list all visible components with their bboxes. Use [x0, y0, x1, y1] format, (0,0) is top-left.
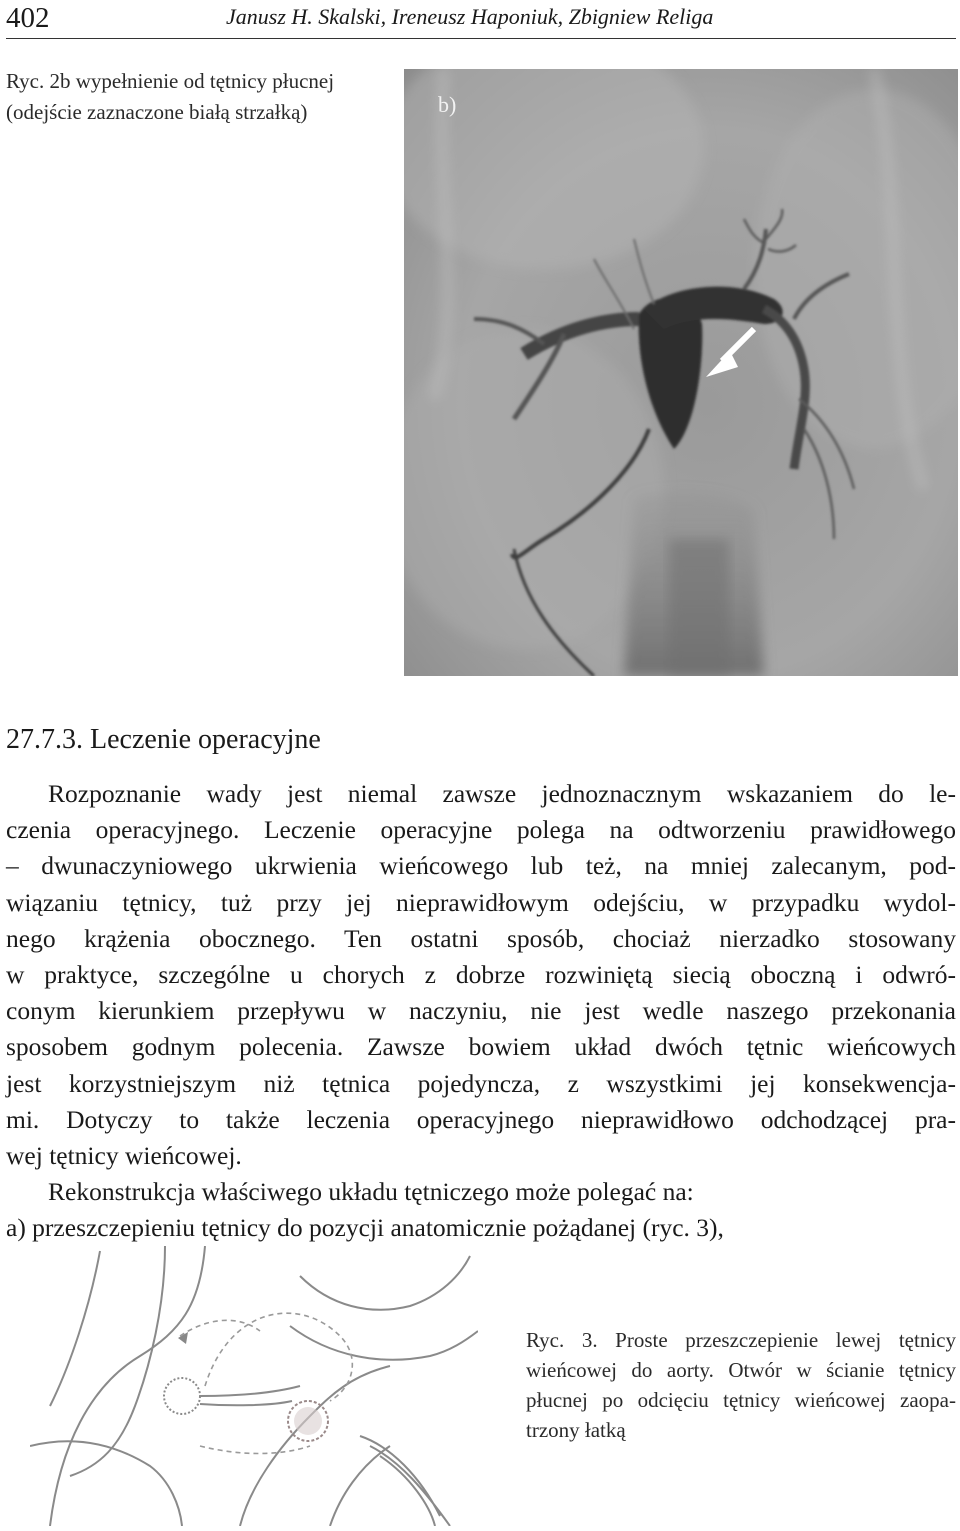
body-text [6, 776, 956, 1246]
figure-3-caption-line: trzony łatką [526, 1418, 626, 1442]
angiogram-image [404, 69, 958, 676]
angiogram-graphic [404, 69, 958, 676]
running-head-authors: Janusz H. Skalski, Ireneusz Haponiuk, Zbigniew Religa [226, 4, 714, 29]
body-line: wiązaniu tętnicy, tuż przy jej nieprawidłowym odejściu, w przypadku wydol- [6, 887, 956, 917]
pulmonary-patch-icon [288, 1401, 328, 1441]
figure-2b-caption [6, 66, 396, 128]
body-line: sposobem godnym polecenia. Zawsze bowiem układ dwóch tętnic wieńcowych [6, 1032, 956, 1062]
body-line: w praktyce, szczególne u chorych z dobrze rozwiniętą siecią oboczną i odwró- [6, 959, 956, 989]
page-number: 402 [6, 2, 50, 34]
figure-3-caption-line: płucnej po odcięciu tętnicy wieńcowej zaopa- [526, 1388, 956, 1412]
list-item-a: a) przeszczepieniu tętnicy do pozycji anatomicznie pożądanej (ryc. 3), [6, 1213, 724, 1243]
coronary-ostium-icon [164, 1378, 300, 1414]
figure-3-caption-line: wieńcowej do aorty. Otwór w ścianie tętnicy [526, 1358, 956, 1382]
section-heading: 27.7.3. Leczenie operacyjne [6, 724, 321, 755]
body-line: conym kierunkiem przepływu w naczyniu, nie jest wedle naszego przekonania [6, 996, 956, 1026]
body-line: mi. Dotyczy to także leczenia operacyjnego nieprawidłowo odchodzącej pra- [6, 1104, 956, 1134]
page-header [0, 0, 960, 40]
body-line: wej tętnicy wieńcowej. [6, 1140, 242, 1170]
figure-3-caption-line: Ryc. 3. Proste przeszczepienie lewej tętnicy [526, 1328, 956, 1352]
body-line: czenia operacyjnego. Leczenie operacyjne polega na odtworzeniu prawidłowego [6, 815, 956, 845]
figure-2b-caption-line: Ryc. 2b wypełnienie od tętnicy płucnej [6, 69, 335, 93]
body-line: Rozpoznanie wady jest niemal zawsze jednoznacznym wskazaniem do le- [48, 779, 956, 808]
header-rule [6, 38, 956, 39]
paragraph-2: Rekonstrukcja właściwego układu tętniczego może polegać na: [48, 1177, 694, 1207]
body-line: nego krążenia obocznego. Ten ostatni sposób, chociaż nierzadko stosowany [6, 923, 956, 953]
surgical-diagram [30, 1246, 478, 1526]
figure-3-caption [526, 1325, 956, 1445]
body-line: – dwunaczyniowego ukrwienia wieńcowego lub też, na mniej zalecanym, pod- [6, 851, 956, 881]
figure-2b-caption-line: (odejście zaznaczone białą strzałką) [6, 100, 308, 124]
panel-label: b) [438, 92, 457, 117]
surgical-diagram-graphic [30, 1246, 478, 1526]
body-line: jest korzystniejszym niż tętnica pojedyncza, z wszystkimi jej konsekwencja- [6, 1068, 956, 1098]
